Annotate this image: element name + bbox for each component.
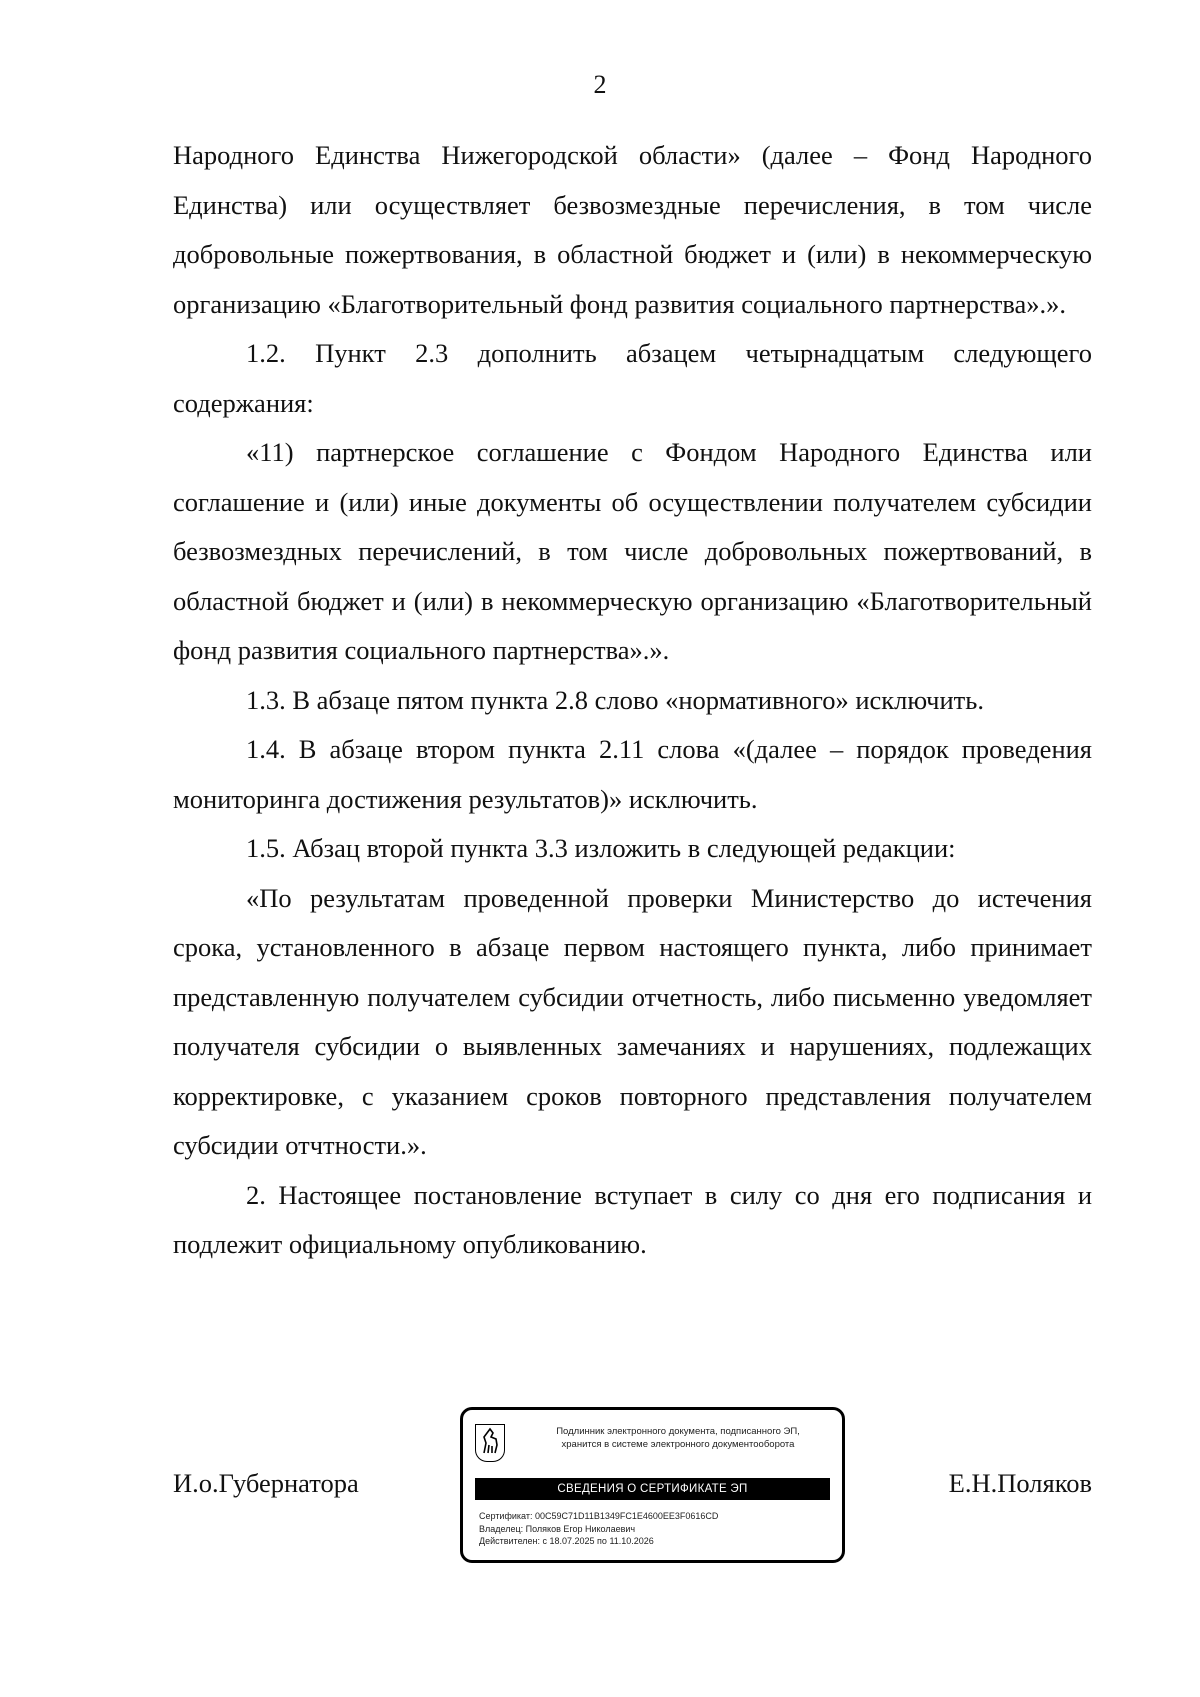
paragraph-item-1-4: 1.4. В абзаце втором пункта 2.11 слова «(далее – порядок проведения мониторинга достижения результатов)» исключить.	[173, 734, 1092, 814]
paragraph-quote-11: «11) партнерское соглашение с Фондом Народного Единства или соглашение и (или) иные документы об осуществлении получателем субсидии безвозмездных перечислений, в том числе добровольных пожертвований, в областной бюджет и (или) в некоммерческую организацию «Благотворительный фонд развития социального партнерства».».	[173, 437, 1092, 665]
paragraph-quote-results: «По результатам проведенной проверки Министерство до истечения срока, установленного в абзаце первом настоящего пункта, либо принимает представленную получателем субсидии отчетность, либо письменно уведомляет получателя субсидии о выявленных замечаниях и нарушениях, подлежащих корректировке, с указанием сроков повторного представления получателем субсидии отчтности.».	[173, 882, 1092, 1160]
electronic-signature-stamp	[460, 1407, 845, 1563]
signatory-name: Е.Н.Поляков	[948, 1468, 1092, 1498]
paragraph-item-2: 2. Настоящее постановление вступает в силу со дня его подписания и подлежит официальному опубликованию.	[173, 1179, 1092, 1259]
stamp-validity: Действителен: с 18.07.2025 по 11.10.2026	[479, 1536, 654, 1546]
signatory-position: И.о.Губернатора	[173, 1468, 359, 1498]
paragraph-item-1-5: 1.5. Абзац второй пункта 3.3 изложить в следующей редакции:	[246, 833, 956, 863]
paragraph-item-1-3: 1.3. В абзаце пятом пункта 2.8 слово «нормативного» исключить.	[246, 684, 984, 715]
paragraph-continuation: Народного Единства Нижегородской области» (далее – Фонд Народного Единства) или осуществляет безвозмездные перечисления, в том числе добровольные пожертвования, в областной бюджет и (или) в некоммерческую организацию «Благотворительный фонд развития социального партнерства».».	[173, 140, 1092, 319]
stamp-banner: СВЕДЕНИЯ О СЕРТИФИКАТЕ ЭП	[475, 1478, 830, 1500]
stamp-note: Подлинник электронного документа, подписанного ЭП, хранится в системе электронного документооборота	[556, 1426, 800, 1450]
paragraph-item-1-2: 1.2. Пункт 2.3 дополнить абзацем четырнадцатым следующего содержания:	[173, 338, 1092, 418]
stamp-details	[479, 1510, 718, 1548]
page-number: 2	[593, 70, 607, 99]
coat-of-arms-icon	[475, 1424, 505, 1462]
stamp-owner: Владелец: Поляков Егор Николаевич	[479, 1523, 636, 1534]
document-body	[173, 131, 1092, 1270]
stamp-certificate: Сертификат: 00C59C71D11B1349FC1E4600EE3F0616CD	[479, 1511, 719, 1521]
